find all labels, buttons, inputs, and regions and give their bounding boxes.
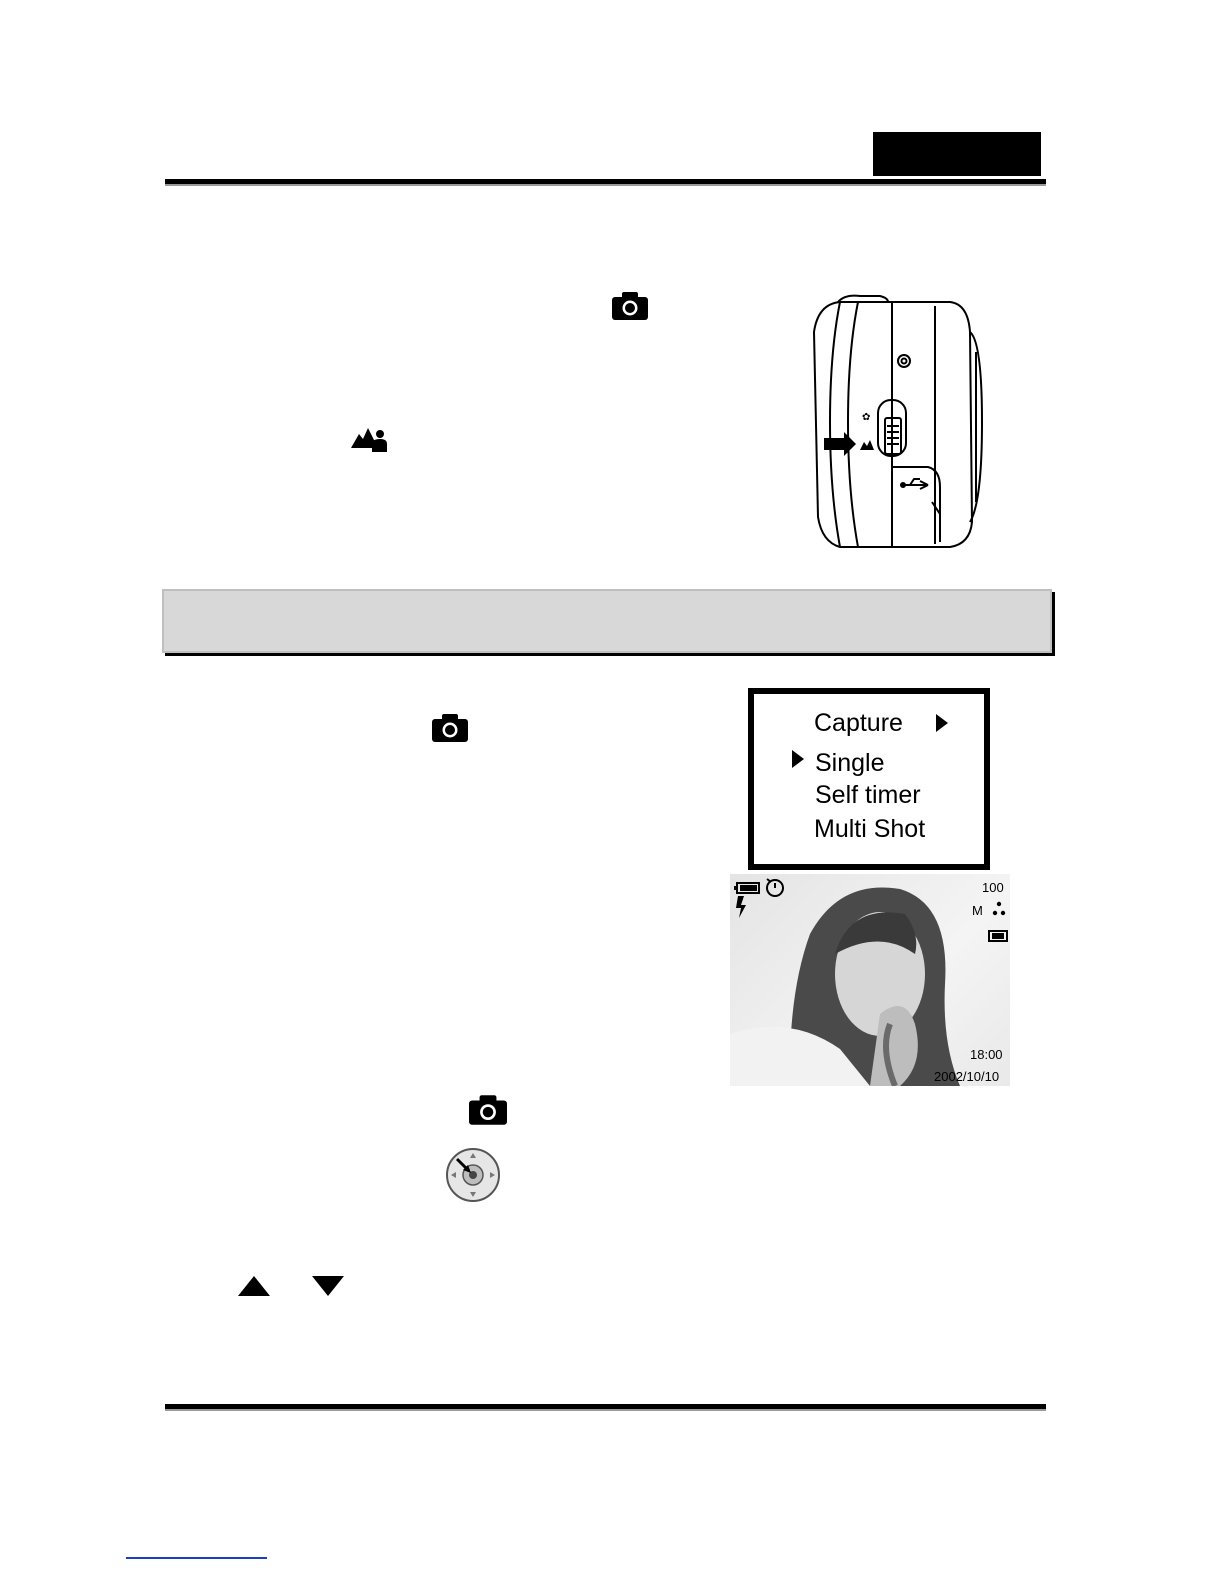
up-arrow-icon [238, 1276, 270, 1296]
portrait-photo [730, 874, 1010, 1086]
memory-card-icon [988, 930, 1008, 942]
camera-icon [612, 292, 648, 320]
quality-stars-icon [992, 901, 1006, 917]
camera-icon [432, 714, 468, 742]
menu-item-single[interactable]: Single [815, 749, 885, 777]
shots-remaining: 100 [982, 880, 1004, 895]
menu-item-multi-shot[interactable]: Multi Shot [814, 815, 926, 843]
lcd-preview [730, 874, 1010, 1086]
lcd-time: 18:00 [970, 1047, 1003, 1062]
menu-item-self-timer[interactable]: Self timer [815, 781, 921, 809]
flash-icon [736, 896, 748, 918]
camera-icon [469, 1095, 507, 1125]
footer-rule [165, 1404, 1046, 1409]
svg-text:✿: ✿ [862, 412, 871, 423]
resolution-indicator: M [972, 903, 983, 918]
section-header-bar [162, 589, 1052, 653]
lcd-date: 2002/10/10 [934, 1069, 1000, 1084]
header-tab [873, 132, 1041, 176]
self-timer-icon [764, 877, 786, 897]
navigation-pad-icon [445, 1147, 501, 1203]
down-arrow-icon [312, 1276, 344, 1296]
camera-side-illustration [800, 292, 990, 554]
landscape-portrait-icon [351, 424, 387, 452]
submenu-arrow-icon [936, 714, 948, 732]
footer-link-underline[interactable] [126, 1557, 267, 1559]
menu-title: Capture [814, 709, 903, 737]
selection-arrow-icon [792, 750, 804, 768]
capture-menu [748, 688, 990, 870]
header-rule [165, 179, 1046, 184]
battery-icon [734, 882, 760, 894]
